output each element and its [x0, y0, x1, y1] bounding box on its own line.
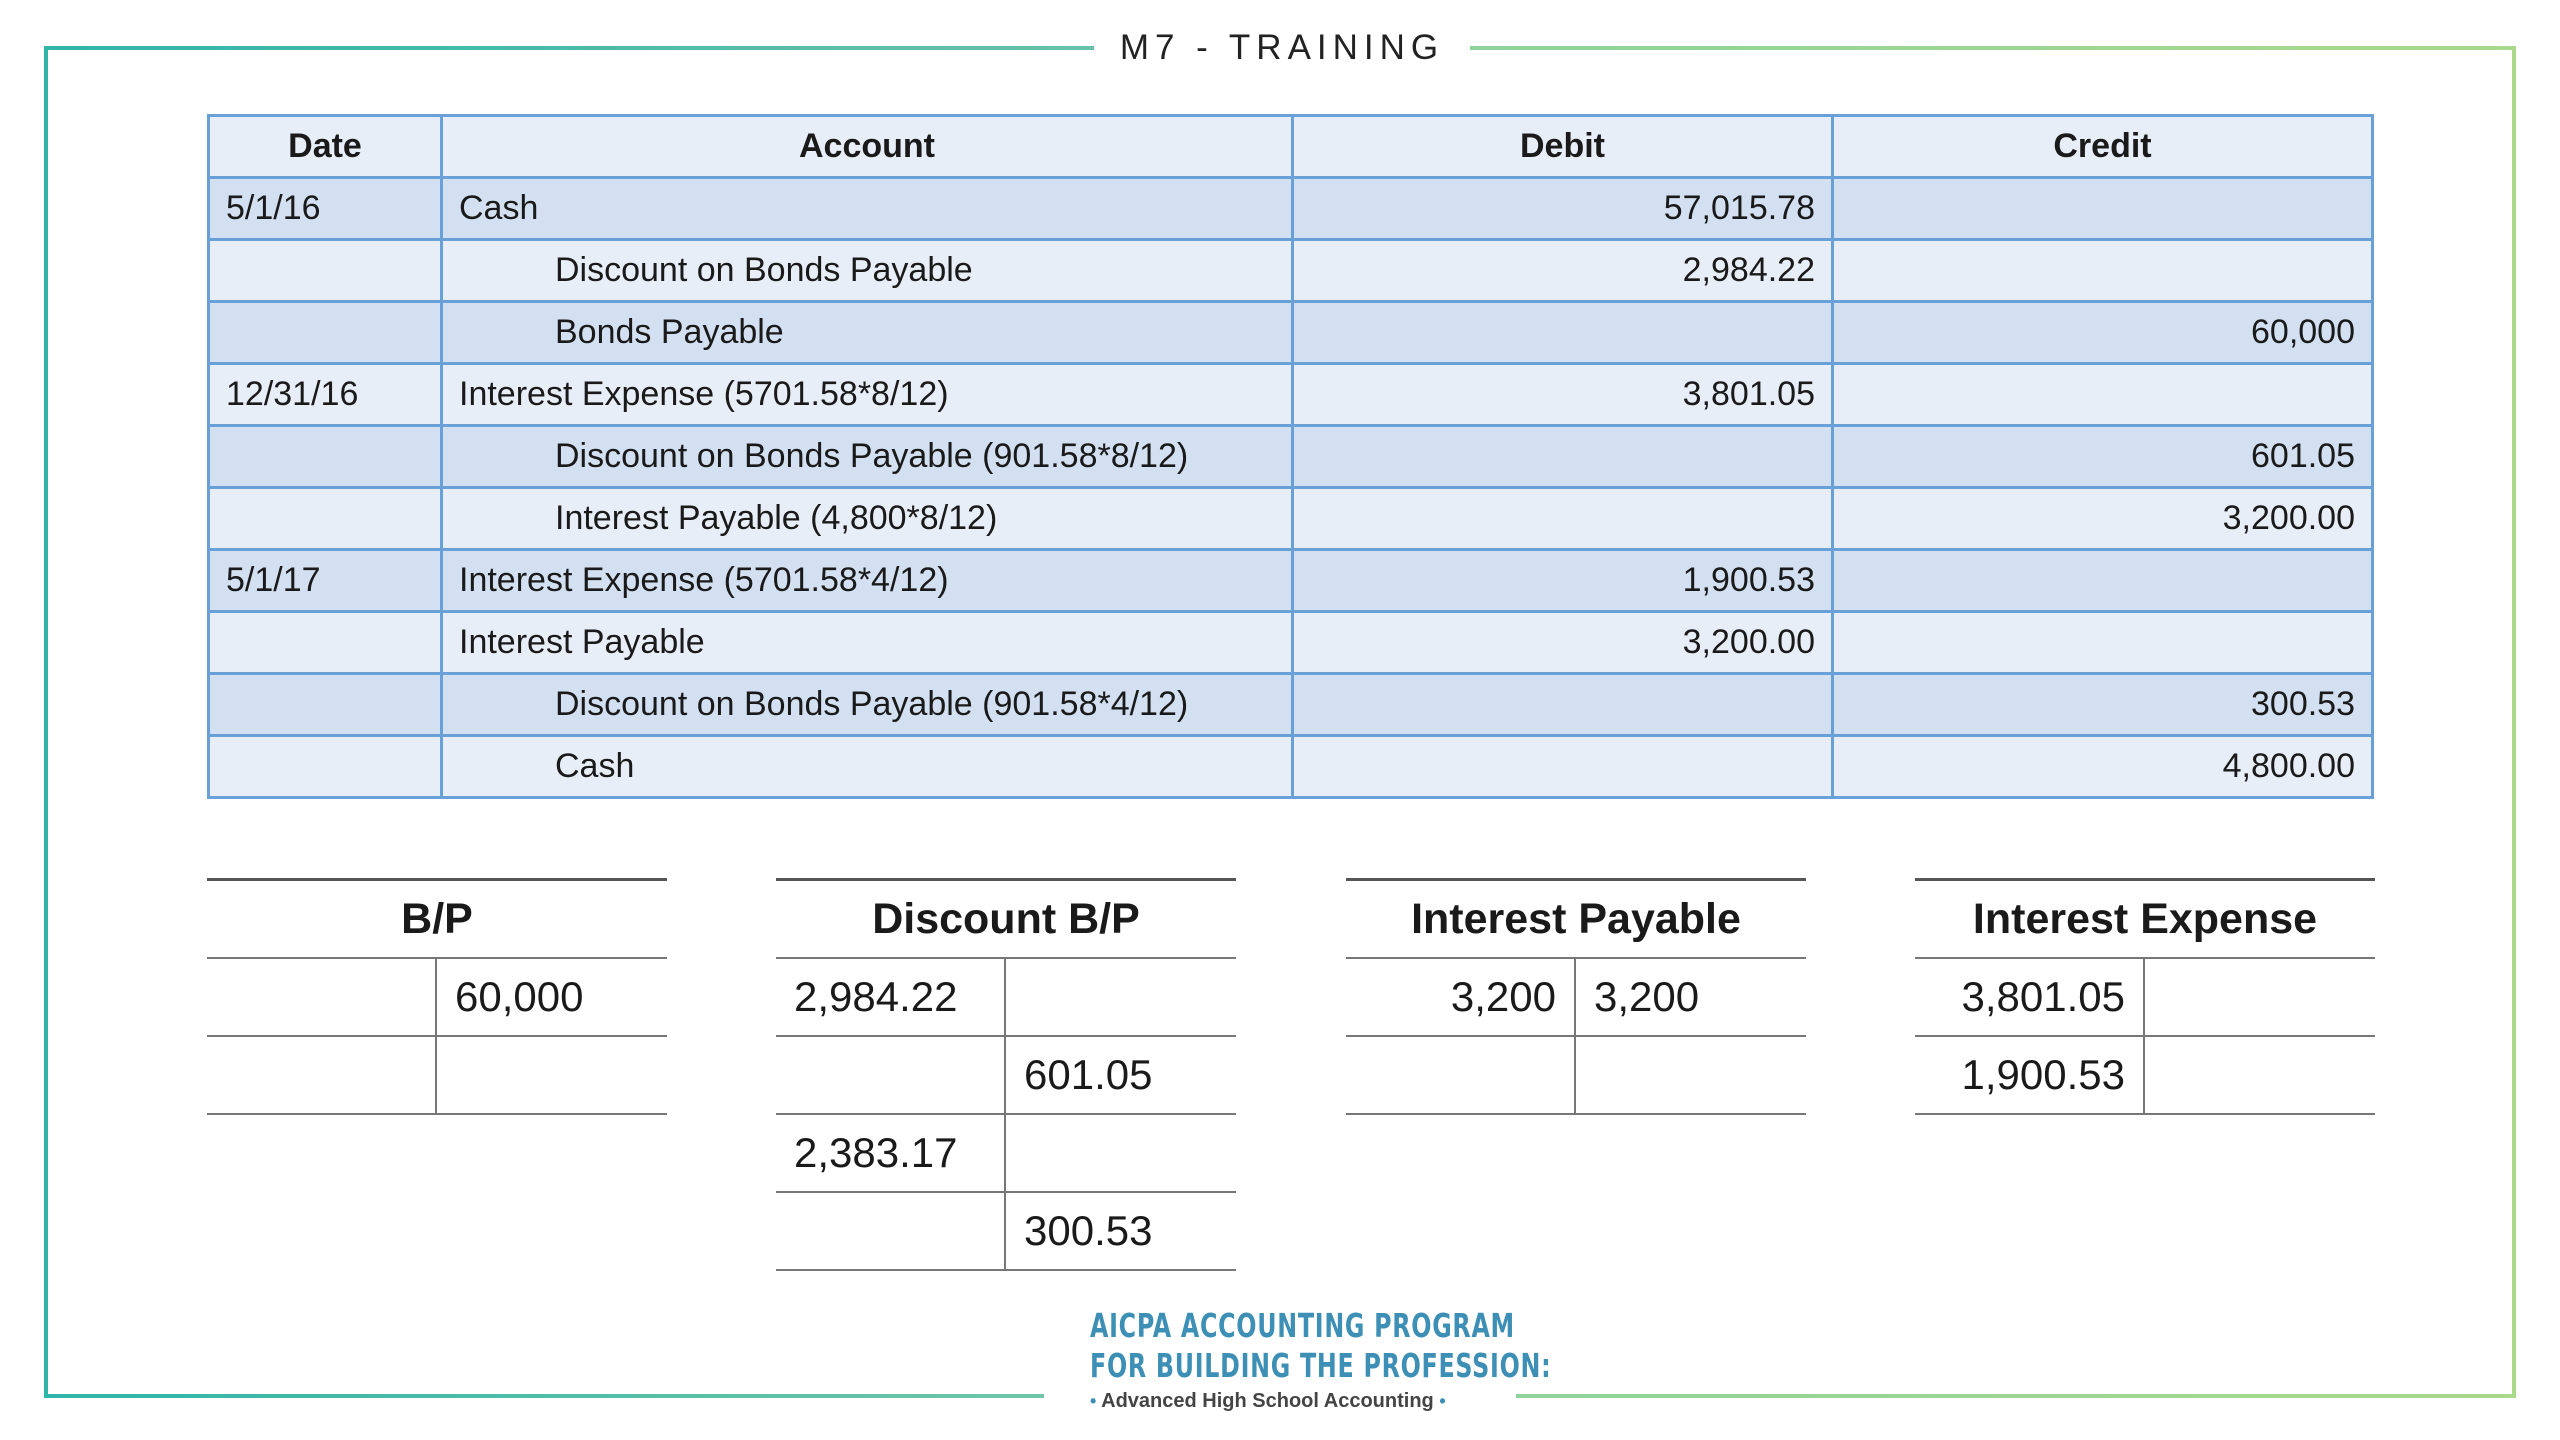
- t-account-debit-cell: [776, 1193, 1006, 1269]
- t-account-title: B/P: [207, 878, 667, 959]
- cell-debit: 57,015.78: [1293, 178, 1833, 240]
- t-account-credit-cell: [437, 1037, 667, 1113]
- cell-date: [209, 426, 442, 488]
- logo-line-2: FOR BUILDING THE PROFESSION:: [1090, 1346, 1552, 1385]
- t-account-title: Discount B/P: [776, 878, 1236, 959]
- t-account-debit-cell: 2,984.22: [776, 959, 1006, 1035]
- page-title: M7 - TRAINING: [1119, 28, 1445, 67]
- frame-bottom-right-line: [1516, 1394, 2516, 1398]
- t-account-debit-cell: 3,801.05: [1915, 959, 2145, 1035]
- cell-debit: [1293, 488, 1833, 550]
- journal-row: [209, 612, 2373, 674]
- frame-left-line: [44, 46, 48, 1398]
- column-header-account: Account: [442, 116, 1293, 178]
- cell-credit: 4,800.00: [1833, 736, 2373, 798]
- t-account-discount-bp: [776, 878, 1236, 1271]
- frame-top-right-line: [1470, 46, 2516, 50]
- logo-line-3: [1090, 1386, 1490, 1416]
- journal-row: [209, 364, 2373, 426]
- cell-account: Cash: [442, 178, 1293, 240]
- cell-date: [209, 612, 442, 674]
- t-account-row: [776, 1115, 1236, 1193]
- aicpa-logo: [1090, 1306, 1552, 1416]
- journal-row: [209, 736, 2373, 798]
- cell-account: Discount on Bonds Payable: [442, 240, 1293, 302]
- cell-date: [209, 488, 442, 550]
- cell-debit: [1293, 426, 1833, 488]
- cell-date: [209, 302, 442, 364]
- cell-account: Interest Payable (4,800*8/12): [442, 488, 1293, 550]
- t-account-interest-payable: [1346, 878, 1806, 1115]
- t-account-debit-cell: 2,383.17: [776, 1115, 1006, 1191]
- cell-account: Interest Expense (5701.58*8/12): [442, 364, 1293, 426]
- column-header-debit: Debit: [1293, 116, 1833, 178]
- journal-row: [209, 488, 2373, 550]
- cell-credit: [1833, 240, 2373, 302]
- column-header-date: Date: [209, 116, 442, 178]
- t-account-debit-cell: [1346, 1037, 1576, 1113]
- cell-credit: 3,200.00: [1833, 488, 2373, 550]
- column-header-credit: Credit: [1833, 116, 2373, 178]
- frame-top-left-line: [44, 46, 1094, 50]
- cell-date: 12/31/16: [209, 364, 442, 426]
- cell-account: Cash: [442, 736, 1293, 798]
- t-account-credit-cell: [1576, 1037, 1806, 1113]
- t-account-title: Interest Payable: [1346, 878, 1806, 959]
- t-account-credit-cell: 60,000: [455, 973, 584, 1020]
- cell-credit: [1833, 612, 2373, 674]
- cell-credit: [1833, 364, 2373, 426]
- journal-row: [209, 178, 2373, 240]
- t-account-row: [776, 959, 1236, 1037]
- t-account-row: [207, 1037, 667, 1115]
- cell-credit: 60,000: [1833, 302, 2373, 364]
- journal-row: [209, 674, 2373, 736]
- bullet-icon: •: [1439, 1391, 1446, 1411]
- cell-account: Discount on Bonds Payable (901.58*4/12): [442, 674, 1293, 736]
- cell-date: 5/1/16: [209, 178, 442, 240]
- t-account-debit-cell: [776, 1037, 1006, 1113]
- cell-date: [209, 674, 442, 736]
- journal-row: [209, 426, 2373, 488]
- t-account-row: [776, 1037, 1236, 1115]
- t-account-debit-cell: 3,200: [1346, 959, 1576, 1035]
- t-account-credit-cell: [1006, 1115, 1236, 1191]
- logo-line-1: AICPA ACCOUNTING PROGRAM: [1090, 1306, 1515, 1345]
- t-account-debit-cell: 1,900.53: [1915, 1037, 2145, 1113]
- cell-account: Discount on Bonds Payable (901.58*8/12): [442, 426, 1293, 488]
- cell-date: 5/1/17: [209, 550, 442, 612]
- cell-credit: [1833, 550, 2373, 612]
- cell-debit: 3,801.05: [1293, 364, 1833, 426]
- journal-row: [209, 302, 2373, 364]
- bullet-icon: •: [1090, 1391, 1097, 1411]
- logo-subtitle: Advanced High School Accounting: [1101, 1390, 1434, 1412]
- t-account-row: [1346, 1037, 1806, 1115]
- cell-debit: 3,200.00: [1293, 612, 1833, 674]
- t-account-debit-cell: [207, 1037, 437, 1113]
- journal-row: [209, 240, 2373, 302]
- cell-account: Interest Payable: [442, 612, 1293, 674]
- t-account-interest-expense: [1915, 878, 2375, 1115]
- cell-account: Interest Expense (5701.58*4/12): [442, 550, 1293, 612]
- cell-debit: [1293, 736, 1833, 798]
- t-account-row: [1915, 1037, 2375, 1115]
- cell-debit: [1293, 674, 1833, 736]
- cell-credit: [1833, 178, 2373, 240]
- t-account-credit-cell: [2145, 1037, 2375, 1113]
- cell-date: [209, 240, 442, 302]
- t-account-row: [1346, 959, 1806, 1037]
- cell-debit: [1293, 302, 1833, 364]
- t-account-bp: [207, 878, 667, 1115]
- cell-debit: 2,984.22: [1293, 240, 1833, 302]
- t-account-credit-cell: [1006, 959, 1236, 1035]
- t-account-credit-cell: 3,200: [1594, 973, 1700, 1020]
- t-account-credit-cell: 601.05: [1024, 1051, 1153, 1098]
- t-account-credit-cell: 300.53: [1024, 1207, 1153, 1254]
- t-account-row: [207, 959, 667, 1037]
- cell-credit: 300.53: [1833, 674, 2373, 736]
- t-account-debit-cell: [207, 959, 437, 1035]
- journal-header-row: [209, 116, 2373, 178]
- journal-table: [207, 114, 2374, 799]
- cell-account: Bonds Payable: [442, 302, 1293, 364]
- cell-debit: 1,900.53: [1293, 550, 1833, 612]
- frame-right-line: [2512, 46, 2516, 1398]
- t-account-title: Interest Expense: [1915, 878, 2375, 959]
- cell-credit: 601.05: [1833, 426, 2373, 488]
- frame-bottom-left-line: [44, 1394, 1044, 1398]
- journal-row: [209, 550, 2373, 612]
- cell-date: [209, 736, 442, 798]
- t-account-row: [776, 1193, 1236, 1271]
- t-account-credit-cell: [2145, 959, 2375, 1035]
- t-account-row: [1915, 959, 2375, 1037]
